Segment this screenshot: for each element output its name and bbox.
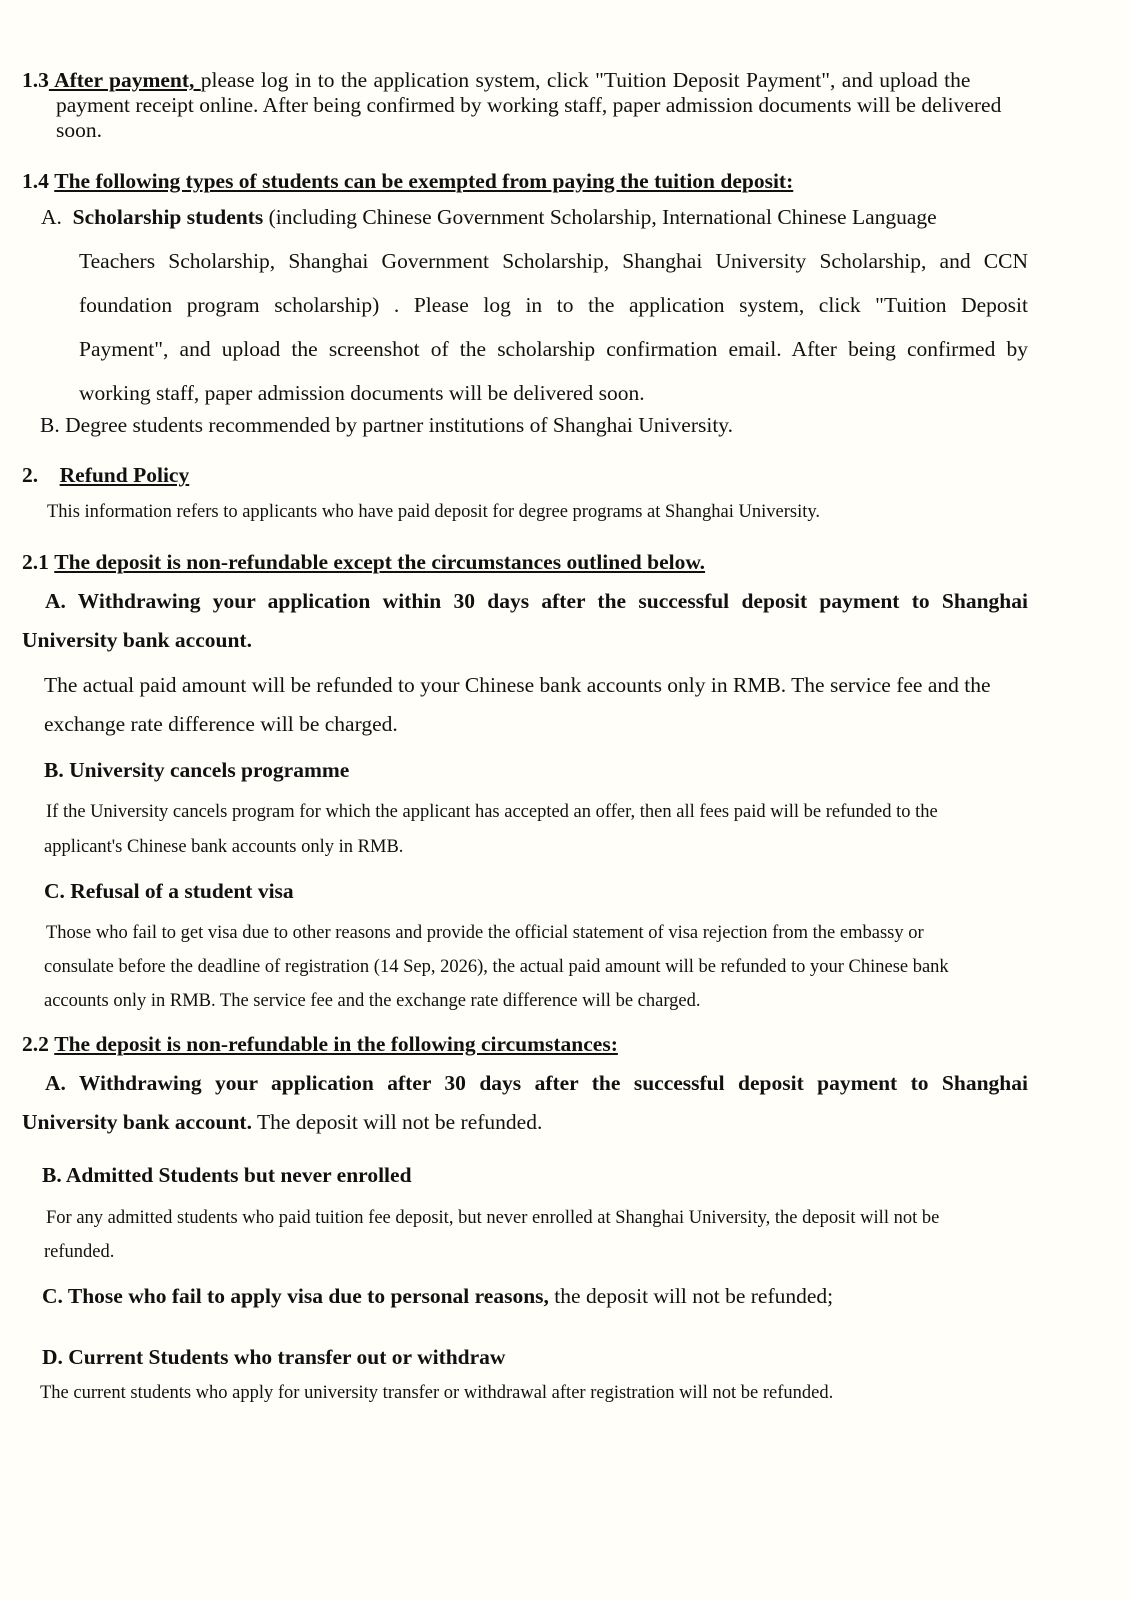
exemption-item-a-body	[0, 239, 1131, 415]
item-heading: B. University cancels programme	[44, 758, 350, 782]
item-heading: C. Those who fail to apply visa due to personal reasons,	[42, 1284, 549, 1308]
item-text: (including Chinese Government Scholarship, International Chinese Language	[263, 205, 937, 229]
section-number: 1.4	[22, 169, 49, 193]
section-number: 2.1	[22, 550, 49, 574]
section-heading: The following types of students can be exempted from paying the tuition deposit:	[54, 169, 794, 193]
item-text: applicant's Chinese bank accounts only in RMB.	[44, 837, 404, 857]
item-heading: A. Withdrawing your application after 30 days after the successful deposit payment to Shanghai	[45, 1071, 1028, 1095]
refund-item-b-heading	[0, 758, 1131, 783]
section-number: 1.3	[22, 68, 49, 92]
section-1-3	[0, 68, 1131, 143]
refund-item-a-heading-cont	[0, 628, 1131, 653]
section-1-4	[0, 169, 1131, 194]
item-text: the deposit will not be refunded;	[548, 1284, 834, 1308]
item-heading: University bank account.	[22, 628, 252, 652]
nonrefund-item-a-heading	[0, 1071, 1131, 1096]
item-heading: C. Refusal of a student visa	[44, 879, 294, 903]
section-number: 2.2	[22, 1032, 49, 1056]
list-label: A.	[41, 205, 62, 229]
item-text: The actual paid amount will be refunded to your Chinese bank accounts only in RMB. The service fee and the	[44, 673, 991, 697]
nonrefund-item-b-heading	[0, 1163, 1131, 1188]
nonrefund-item-d-heading	[0, 1345, 1131, 1370]
nonrefund-item-b-body	[0, 1201, 1131, 1269]
item-heading: A. Withdrawing your application within 30 days after the successful deposit payment to Shanghai	[45, 589, 1028, 613]
item-text: If the University cancels program for which the applicant has accepted an offer, then all fees paid will be refunded to the	[46, 802, 938, 822]
paragraph-text: please log in to the application system, click "Tuition Deposit Payment", and upload the	[200, 68, 971, 92]
refund-item-b-body	[0, 795, 1131, 865]
nonrefund-item-d-body	[0, 1383, 1131, 1404]
nonrefund-item-c	[0, 1284, 1131, 1309]
item-text: exchange rate difference will be charged.	[44, 712, 398, 736]
item-text: Teachers Scholarship, Shanghai Government Scholarship, Shanghai University Scholarship, and CCN	[79, 249, 1028, 273]
exemption-item-b	[0, 413, 1131, 438]
section-2-2	[0, 1032, 1131, 1057]
refund-item-c-heading	[0, 879, 1131, 904]
item-text: The deposit will not be refunded.	[251, 1110, 543, 1134]
section-2-1	[0, 550, 1131, 575]
refund-item-c-body	[0, 916, 1131, 1018]
item-text: refunded.	[44, 1242, 115, 1262]
item-text: working staff, paper admission documents will be delivered soon.	[79, 381, 645, 405]
item-text: consulate before the deadline of registration (14 Sep, 2026), the actual paid amount will be refunded to your Chinese bank	[44, 957, 949, 977]
nonrefund-item-a-cont	[0, 1110, 1131, 1135]
refund-item-a-body	[0, 666, 1131, 744]
item-heading: D. Current Students who transfer out or withdraw	[42, 1345, 506, 1369]
item-heading: Scholarship students	[72, 205, 264, 229]
item-text: Those who fail to get visa due to other reasons and provide the official statement of visa rejection from the embassy or	[46, 923, 924, 943]
section-heading: Refund Policy	[59, 463, 190, 487]
section-heading: The deposit is non-refundable except the circumstances outlined below.	[54, 550, 706, 574]
item-text: The current students who apply for university transfer or withdrawal after registration will not be refunded.	[40, 1383, 834, 1403]
item-text: For any admitted students who paid tuition fee deposit, but never enrolled at Shanghai University, the deposit will not be	[46, 1208, 940, 1228]
section-heading: The deposit is non-refundable in the following circumstances:	[54, 1032, 618, 1056]
intro-text: This information refers to applicants who have paid deposit for degree programs at Shanghai University.	[47, 502, 821, 522]
paragraph-text: payment receipt online. After being confirmed by working staff, paper admission documents will be delivered	[56, 93, 1002, 117]
lead-phrase: After payment,	[48, 68, 201, 92]
section-number: 2.	[22, 463, 39, 487]
exemption-item-a	[0, 195, 1131, 239]
item-text: Payment", and upload the screenshot of the scholarship confirmation email. After being confirmed by	[79, 337, 1028, 361]
item-text: foundation program scholarship) . Please log in to the application system, click "Tuition Deposit	[79, 293, 1028, 317]
refund-item-a-heading	[0, 589, 1131, 614]
paragraph-text: soon.	[56, 118, 102, 142]
item-heading: B. Admitted Students but never enrolled	[42, 1163, 412, 1187]
item-heading: University bank account.	[22, 1110, 252, 1134]
section-2	[0, 463, 1131, 488]
item-text: B. Degree students recommended by partner institutions of Shanghai University.	[40, 413, 734, 437]
item-text: accounts only in RMB. The service fee and the exchange rate difference will be charged.	[44, 991, 701, 1011]
section-2-intro	[0, 502, 1131, 523]
